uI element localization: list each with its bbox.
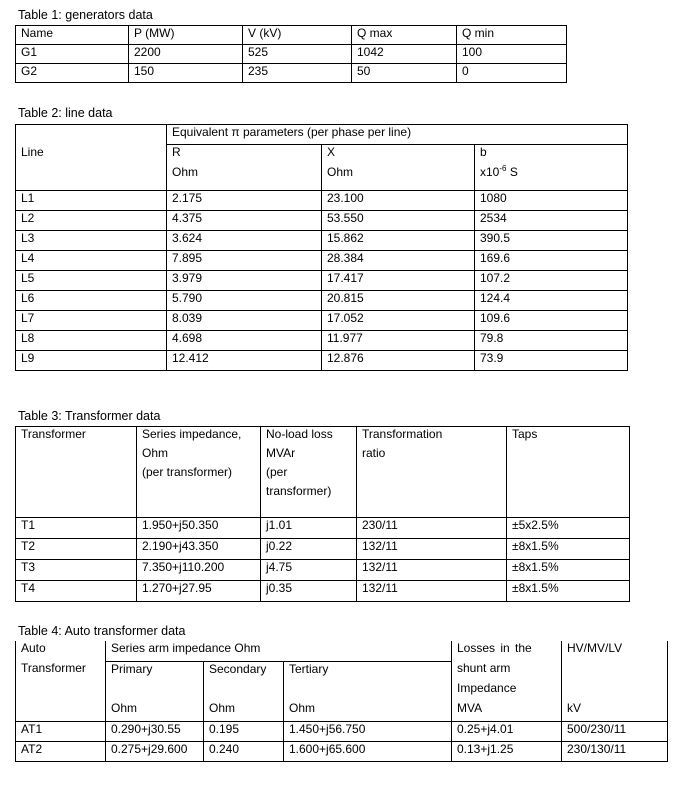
table-cell: 17.052 <box>322 311 475 331</box>
unit-b-exponent: -6 <box>499 164 507 173</box>
table-cell: 4.375 <box>167 211 322 231</box>
header-losses-line3: Impedance <box>452 681 562 701</box>
table-cell: 107.2 <box>475 271 628 291</box>
table-cell: AT2 <box>16 741 106 761</box>
table-cell: AT1 <box>16 721 106 741</box>
header-series-impedance <box>137 427 261 518</box>
unit-losses: MVA <box>452 701 562 721</box>
header-tertiary-spacer <box>284 681 452 701</box>
table-cell: 3.979 <box>167 271 322 291</box>
unit-b-tail: S <box>506 164 518 179</box>
header-auto-spacer <box>16 681 106 701</box>
table-row <box>16 211 628 231</box>
table-cell: 230/11 <box>357 518 507 539</box>
unit-secondary: Ohm <box>204 701 284 721</box>
table-row <box>16 291 628 311</box>
table-cell: 0.25+j4.01 <box>452 721 562 741</box>
table-cell: 0.275+j29.600 <box>106 741 204 761</box>
table-cell: 235 <box>243 64 352 83</box>
table-header-row <box>16 427 630 518</box>
table-cell: 230/130/11 <box>562 741 668 761</box>
unit-primary: Ohm <box>106 701 204 721</box>
table-row <box>16 64 567 83</box>
table-cell: L1 <box>16 191 167 211</box>
group-header: Equivalent π parameters (per phase per line) <box>167 125 628 145</box>
table-cell: 390.5 <box>475 231 628 251</box>
table-cell: L6 <box>16 291 167 311</box>
unit-tertiary: Ohm <box>284 701 452 721</box>
header-series-arm: Series arm impedance Ohm <box>106 641 452 661</box>
table-cell: 11.977 <box>322 331 475 351</box>
table-cell: 1.270+j27.95 <box>137 581 261 602</box>
table-row <box>16 311 628 331</box>
table-cell: 12.412 <box>167 351 322 371</box>
header-line: ratio <box>362 446 386 460</box>
table-cell: 1.450+j56.750 <box>284 721 452 741</box>
header-tertiary: Tertiary <box>284 661 452 681</box>
line-header-spacer <box>16 165 167 191</box>
header-cell: Name <box>16 26 129 45</box>
table-cell: 2.175 <box>167 191 322 211</box>
table-row <box>16 191 628 211</box>
table-row <box>16 45 567 64</box>
header-cell: Q max <box>352 26 457 45</box>
header-auto-line2: Transformer <box>16 661 106 681</box>
table-cell: T1 <box>16 518 137 539</box>
table-cell: 0.195 <box>204 721 284 741</box>
table-cell: 124.4 <box>475 291 628 311</box>
table-cell: G1 <box>16 45 129 64</box>
table-cell: 2534 <box>475 211 628 231</box>
table-cell: L3 <box>16 231 167 251</box>
table-row <box>16 581 630 602</box>
table-cell: ±8x1.5% <box>507 539 630 560</box>
header-losses: Losses in the <box>452 641 562 661</box>
table-cell: 109.6 <box>475 311 628 331</box>
table-cell: 0 <box>457 64 567 83</box>
table-row <box>16 721 668 741</box>
col-line-header: Line <box>16 145 167 165</box>
table-cell: 7.350+j110.200 <box>137 560 261 581</box>
unit-b-base: x10 <box>480 164 500 179</box>
table-cell: 1042 <box>352 45 457 64</box>
table2-caption: Table 2: line data <box>18 106 113 120</box>
table-row <box>16 351 628 371</box>
table-cell: j4.75 <box>261 560 357 581</box>
header-transformer: Transformer <box>16 427 137 518</box>
table3-caption: Table 3: Transformer data <box>18 409 161 423</box>
col-r-header: R <box>167 145 322 165</box>
table-cell: 0.240 <box>204 741 284 761</box>
table-cell: 1.600+j65.600 <box>284 741 452 761</box>
header-auto-spacer <box>16 701 106 721</box>
table-cell: ±5x2.5% <box>507 518 630 539</box>
table-cell: 150 <box>129 64 243 83</box>
header-line: Transformation <box>362 427 443 441</box>
table-cell: 23.100 <box>322 191 475 211</box>
table4-caption: Table 4: Auto transformer data <box>18 624 186 638</box>
table-cell: ±8x1.5% <box>507 560 630 581</box>
table-cell: 73.9 <box>475 351 628 371</box>
table-row <box>16 518 630 539</box>
table-cell: 50 <box>352 64 457 83</box>
unit-r: Ohm <box>167 165 322 191</box>
header-auto: Auto <box>16 641 106 661</box>
header-losses-line2: shunt arm <box>452 661 562 681</box>
table-cell: 53.550 <box>322 211 475 231</box>
table-row <box>16 231 628 251</box>
header-cell: Q min <box>457 26 567 45</box>
table-cell: L9 <box>16 351 167 371</box>
unit-x: Ohm <box>322 165 475 191</box>
line-data-table <box>15 124 628 371</box>
table-cell: j1.01 <box>261 518 357 539</box>
header-line: (per <box>266 465 288 479</box>
table-row <box>16 741 668 761</box>
unit-b <box>475 165 628 191</box>
table-header-row <box>16 26 567 45</box>
transformer-table <box>15 426 630 602</box>
header-voltage: HV/MV/LV <box>562 641 668 661</box>
table-cell: 7.895 <box>167 251 322 271</box>
table-cell: 132/11 <box>357 539 507 560</box>
table-row <box>16 539 630 560</box>
header-taps: Taps <box>507 427 630 518</box>
table-row <box>16 331 628 351</box>
table-cell: ±8x1.5% <box>507 581 630 602</box>
table-cell: 100 <box>457 45 567 64</box>
header-cell: V (kV) <box>243 26 352 45</box>
table-cell: j0.22 <box>261 539 357 560</box>
table-cell: 500/230/11 <box>562 721 668 741</box>
table-cell: 17.417 <box>322 271 475 291</box>
table-cell: T4 <box>16 581 137 602</box>
header-line: Series impedance, <box>142 427 242 441</box>
unit-voltage: kV <box>562 701 668 721</box>
table-cell: T3 <box>16 560 137 581</box>
table-cell: L2 <box>16 211 167 231</box>
table-cell: 2.190+j43.350 <box>137 539 261 560</box>
table-cell: 3.624 <box>167 231 322 251</box>
header-transformation-ratio <box>357 427 507 518</box>
table-cell: 0.13+j1.25 <box>452 741 562 761</box>
col-b-header: b <box>475 145 628 165</box>
table-cell: 2200 <box>129 45 243 64</box>
header-voltage-spacer <box>562 681 668 701</box>
table-cell: 1080 <box>475 191 628 211</box>
table-cell: 8.039 <box>167 311 322 331</box>
table-cell: 132/11 <box>357 581 507 602</box>
table-cell: L4 <box>16 251 167 271</box>
header-voltage-spacer <box>562 661 668 681</box>
table-cell: 12.876 <box>322 351 475 371</box>
table-cell: 15.862 <box>322 231 475 251</box>
header-line: Ohm <box>142 446 169 460</box>
auto-transformer-table <box>15 641 668 762</box>
header-line: MVAr <box>266 446 296 460</box>
table-cell: 525 <box>243 45 352 64</box>
table-row <box>16 271 628 291</box>
table-cell: L8 <box>16 331 167 351</box>
table-cell: 5.790 <box>167 291 322 311</box>
table-row <box>16 251 628 271</box>
generators-table <box>15 25 567 83</box>
table-cell: L7 <box>16 311 167 331</box>
table-row <box>16 560 630 581</box>
header-secondary: Secondary <box>204 661 284 681</box>
table-cell: 0.290+j30.55 <box>106 721 204 741</box>
table-cell: 79.8 <box>475 331 628 351</box>
header-line: (per transformer) <box>142 465 233 479</box>
header-secondary-spacer <box>204 681 284 701</box>
table1-caption: Table 1: generators data <box>18 8 153 22</box>
table-cell: 4.698 <box>167 331 322 351</box>
table-cell: 132/11 <box>357 560 507 581</box>
table-cell: G2 <box>16 64 129 83</box>
table-cell: T2 <box>16 539 137 560</box>
table-cell: 1.950+j50.350 <box>137 518 261 539</box>
line-header-cell <box>16 125 167 145</box>
header-noload-loss <box>261 427 357 518</box>
header-line: transformer) <box>266 484 332 498</box>
table-cell: L5 <box>16 271 167 291</box>
header-line: No-load loss <box>266 427 333 441</box>
table-cell: 169.6 <box>475 251 628 271</box>
header-cell: P (MW) <box>129 26 243 45</box>
header-primary: Primary <box>106 661 204 681</box>
header-primary-spacer <box>106 681 204 701</box>
col-x-header: X <box>322 145 475 165</box>
table-cell: j0.35 <box>261 581 357 602</box>
table-cell: 28.384 <box>322 251 475 271</box>
table-cell: 20.815 <box>322 291 475 311</box>
